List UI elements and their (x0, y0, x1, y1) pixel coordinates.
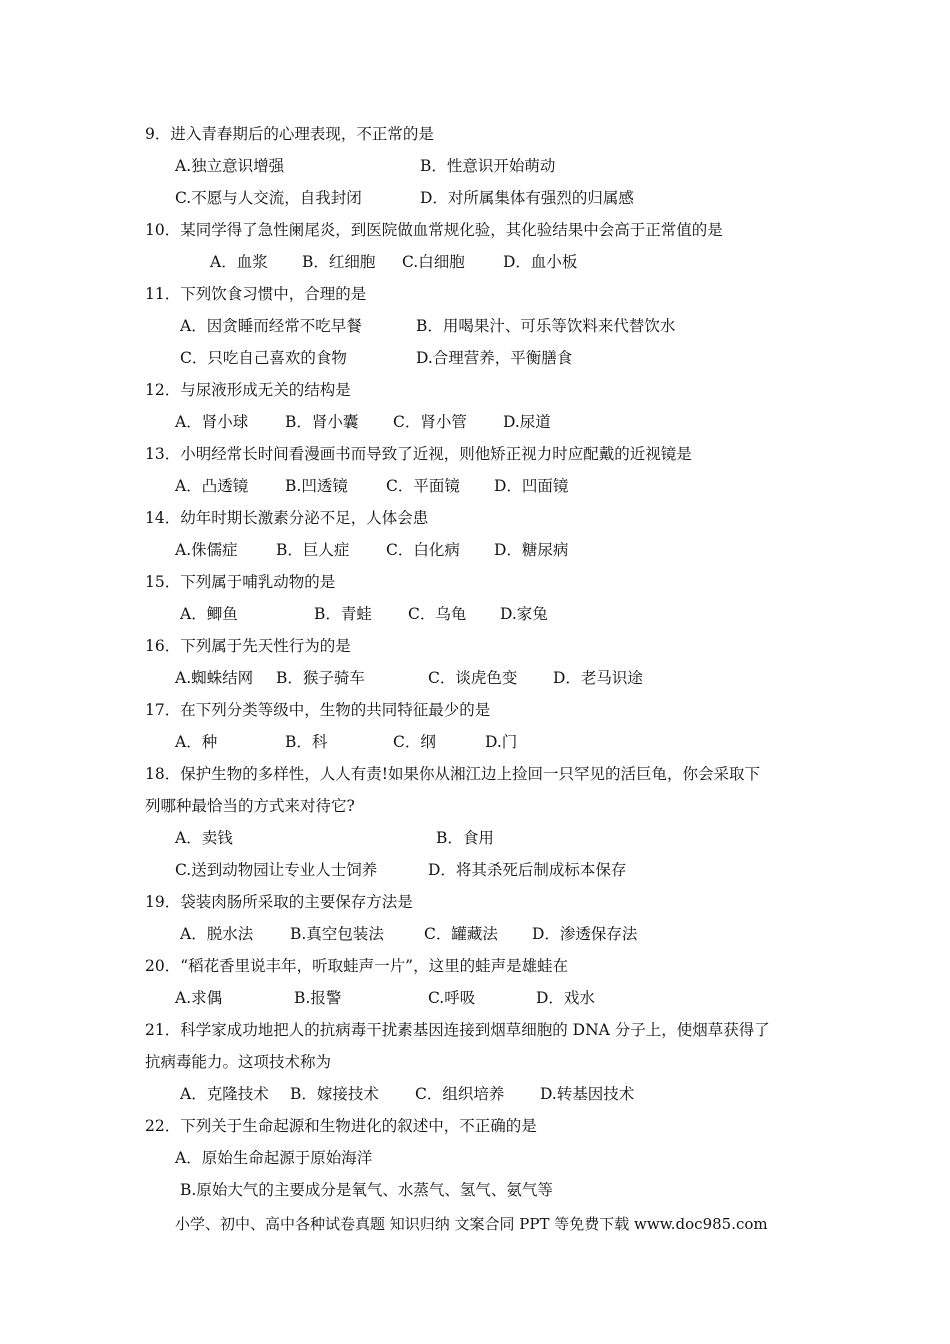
options-row (0, 1174, 950, 1206)
options-row (0, 918, 950, 950)
page-footer: 小学、初中、高中各种试卷真题 知识归纳 文案合同 PPT 等免费下载 www.doc985.com (175, 1215, 768, 1233)
answer-option: A．鲫鱼 (180, 605, 238, 623)
options-row (0, 982, 950, 1014)
answer-option: C.不愿与人交流，自我封闭 (175, 189, 362, 207)
answer-option: D．糖尿病 (494, 541, 569, 559)
answer-option: D.尿道 (503, 413, 551, 431)
answer-option: D.合理营养，平衡膳食 (416, 349, 573, 367)
answer-option: A.侏儒症 (175, 541, 238, 559)
question-stem: 15．下列属于哺乳动物的是 (145, 573, 336, 591)
answer-option: C．白化病 (386, 541, 460, 559)
answer-option: B．红细胞 (302, 253, 376, 271)
options-row (0, 662, 950, 694)
answer-option: C.白细胞 (402, 253, 465, 271)
answer-option: A.求偶 (175, 989, 223, 1007)
answer-option: C.呼吸 (428, 989, 476, 1007)
answer-option: A．脱水法 (180, 925, 254, 943)
answer-option: C．罐藏法 (424, 925, 498, 943)
question-stem: 13．小明经常长时间看漫画书而导致了近视，则他矫正视力时应配戴的近视镜是 (145, 445, 692, 463)
answer-option: B．食用 (436, 829, 494, 847)
answer-option: B．科 (285, 733, 328, 751)
answer-option: A．克隆技术 (180, 1085, 269, 1103)
options-row (0, 726, 950, 758)
answer-option: C．平面镜 (386, 477, 460, 495)
question-stem: 16．下列属于先天性行为的是 (145, 637, 351, 655)
options-row (0, 598, 950, 630)
answer-option: B．嫁接技术 (290, 1085, 379, 1103)
answer-option: D．渗透保存法 (532, 925, 638, 943)
options-row (0, 150, 950, 182)
question-stem: 抗病毒能力。这项技术称为 (145, 1053, 332, 1071)
options-row (0, 1078, 950, 1110)
answer-option: A．肾小球 (175, 413, 249, 431)
options-row (0, 406, 950, 438)
answer-option: C.送到动物园让专业人士饲养 (175, 861, 378, 879)
answer-option: B．性意识开始萌动 (420, 157, 556, 175)
question-stem: 21．科学家成功地把人的抗病毒干扰素基因连接到烟草细胞的 DNA 分子上，使烟草获得了 (145, 1021, 770, 1039)
question-stem: 17．在下列分类等级中，生物的共同特征最少的是 (145, 701, 491, 719)
answer-option: C．组织培养 (415, 1085, 505, 1103)
question-stem: 22．下列关于生命起源和生物进化的叙述中，不正确的是 (145, 1117, 537, 1135)
answer-option: C．谈虎色变 (428, 669, 518, 687)
answer-option: B．用喝果汁、可乐等饮料来代替饮水 (416, 317, 676, 335)
question-stem: 20．“稻花香里说丰年，听取蛙声一片”，这里的蛙声是雄蛙在 (145, 957, 569, 975)
question-stem: 19．袋装肉肠所采取的主要保存方法是 (145, 893, 413, 911)
answer-option: A.独立意识增强 (175, 157, 285, 175)
options-row (0, 854, 950, 886)
question-stem: 9．进入青春期后的心理表现，不正常的是 (145, 125, 434, 143)
answer-option: B.原始大气的主要成分是氧气、水蒸气、氢气、氨气等 (180, 1181, 553, 1199)
answer-option: A.蜘蛛结网 (175, 669, 254, 687)
question-stem: 列哪种最恰当的方式来对待它? (145, 797, 355, 815)
answer-option: B.真空包装法 (290, 925, 384, 943)
answer-option: B．巨人症 (276, 541, 350, 559)
question-stem: 14．幼年时期长激素分泌不足，人体会患 (145, 509, 429, 527)
answer-option: D.转基因技术 (540, 1085, 635, 1103)
options-row (0, 342, 950, 374)
question-stem: 18．保护生物的多样性，人人有责!如果你从湘江边上捡回一只罕见的活巨龟，你会采取下 (145, 765, 760, 783)
answer-option: C．纲 (393, 733, 436, 751)
answer-option: C．只吃自己喜欢的食物 (180, 349, 347, 367)
question-stem: 12．与尿液形成无关的结构是 (145, 381, 351, 399)
answer-option: B．肾小囊 (285, 413, 359, 431)
answer-option: D．老马识途 (553, 669, 643, 687)
answer-option: A．因贪睡而经常不吃早餐 (180, 317, 362, 335)
answer-option: D．对所属集体有强烈的归属感 (420, 189, 634, 207)
options-row (0, 534, 950, 566)
options-row (0, 182, 950, 214)
options-row (0, 470, 950, 502)
answer-option: B．猴子骑车 (276, 669, 365, 687)
answer-option: D．凹面镜 (494, 477, 569, 495)
answer-option: D.家兔 (500, 605, 548, 623)
answer-option: C．乌龟 (408, 605, 467, 623)
answer-option: A．凸透镜 (175, 477, 249, 495)
answer-option: D．血小板 (503, 253, 578, 271)
options-row (0, 246, 950, 278)
answer-option: A．种 (175, 733, 218, 751)
answer-option: B．青蛙 (314, 605, 372, 623)
question-stem: 11．下列饮食习惯中，合理的是 (145, 285, 367, 303)
answer-option: D.门 (485, 733, 518, 751)
question-stem: 10．某同学得了急性阑尾炎，到医院做血常规化验，其化验结果中会高于正常值的是 (145, 221, 723, 239)
options-row (0, 822, 950, 854)
answer-option: A．血浆 (210, 253, 268, 271)
answer-option: D．将其杀死后制成标本保存 (428, 861, 627, 879)
answer-option: B.凹透镜 (285, 477, 348, 495)
options-row (0, 310, 950, 342)
answer-option: A．原始生命起源于原始海洋 (175, 1149, 373, 1167)
answer-option: D．戏水 (536, 989, 595, 1007)
answer-option: A．卖钱 (175, 829, 233, 847)
answer-option: B.报警 (294, 989, 342, 1007)
options-row (0, 1142, 950, 1174)
answer-option: C．肾小管 (393, 413, 467, 431)
